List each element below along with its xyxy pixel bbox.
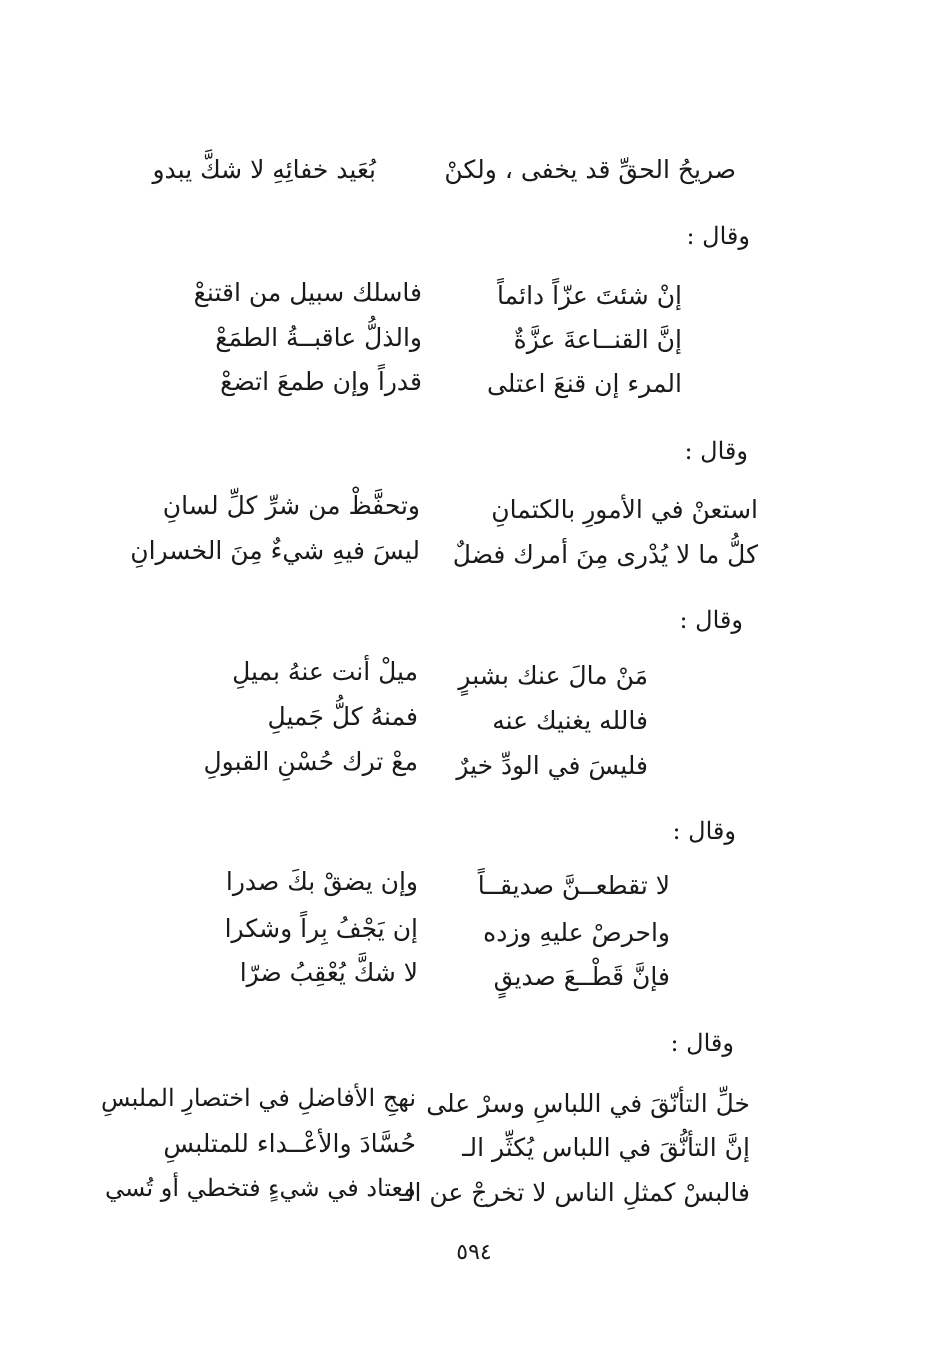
verse-hemistich-left: معتاد في شيءٍ فتخطي أو تُسي xyxy=(105,1174,416,1202)
opening-hemistich-right: صريحُ الحقِّ قد يخفى ، ولكنْ xyxy=(444,155,736,184)
section-label: وقال : xyxy=(686,222,750,250)
section-label: وقال : xyxy=(670,1029,734,1057)
verse-hemistich-left: حُسَّادَ والأعْــداء للمتلبسِ xyxy=(163,1129,416,1158)
section-label: وقال : xyxy=(679,606,743,634)
verse-hemistich-left: نهجِ الأفاضلِ في اختصارِ الملبسِ xyxy=(100,1084,416,1112)
verse-hemistich-left: إن يَجْفُ بِراً وشكرا xyxy=(224,914,418,943)
verse-hemistich-right: المرء إن قنعَ اعتلى xyxy=(486,369,682,398)
verse-hemistich-right: مَنْ مالَ عنك بشبرٍ xyxy=(458,661,648,690)
verse-hemistich-right: فليسَ في الودِّ خيرٌ xyxy=(456,751,648,780)
verse-hemistich-right: استعنْ في الأمورِ بالكتمانِ xyxy=(491,495,758,524)
verse-hemistich-left: فاسلك سبيل من اقتنعْ xyxy=(193,278,422,307)
verse-hemistich-right: خلِّ التأنّقَ في اللباسِ وسرْ على xyxy=(426,1089,750,1118)
verse-hemistich-right: إنْ شئتَ عزّاً دائماً xyxy=(497,281,682,310)
verse-hemistich-right: إنَّ التأنُّقَ في اللباس يُكثِّر الـ xyxy=(462,1133,750,1162)
verse-hemistich-right: لا تقطعــنَّ صديقــاً xyxy=(477,871,670,900)
verse-hemistich-right: فإنَّ قَطْــعَ صديقٍ xyxy=(493,962,670,991)
verse-hemistich-right: فالله يغنيك عنه xyxy=(492,706,648,735)
section-label: وقال : xyxy=(684,437,748,465)
verse-hemistich-left: وإن يضقْ بكَ صدرا xyxy=(225,867,418,896)
verse-hemistich-right: فالبسْ كمثلِ الناس لا تخرجْ عن الـ xyxy=(399,1178,750,1207)
opening-hemistich-left: بُعَيد خفائِهِ لا شكَّ يبدو xyxy=(152,155,376,184)
verse-hemistich-left: لا شكَّ يُعْقِبُ ضرّا xyxy=(239,958,418,987)
verse-hemistich-right: واحرصْ عليهِ وزده xyxy=(483,918,670,947)
page-number: ٥٩٤ xyxy=(456,1240,492,1265)
verse-hemistich-left: ميلْ أنت عنهُ بميلِ xyxy=(232,657,418,686)
verse-hemistich-right: إنَّ القنــاعةَ عزَّةٌ xyxy=(513,325,682,354)
section-label: وقال : xyxy=(672,817,736,845)
verse-hemistich-left: فمنهُ كلُّ جَميلِ xyxy=(267,702,418,731)
verse-hemistich-left: وتحفَّظْ من شرِّ كلِّ لسانِ xyxy=(162,491,420,520)
verse-hemistich-right: كلُّ ما لا يُدْرى مِنَ أمرك فضلٌ xyxy=(452,540,758,569)
verse-hemistich-left: معْ ترك حُسْنِ القبولِ xyxy=(203,747,418,776)
verse-hemistich-left: قدراً وإن طمعَ اتضعْ xyxy=(220,367,422,396)
verse-hemistich-left: والذلُّ عاقبــةُ الطمَعْ xyxy=(215,323,422,352)
verse-hemistich-left: ليسَ فيهِ شيءٌ مِنَ الخسرانِ xyxy=(130,536,420,565)
